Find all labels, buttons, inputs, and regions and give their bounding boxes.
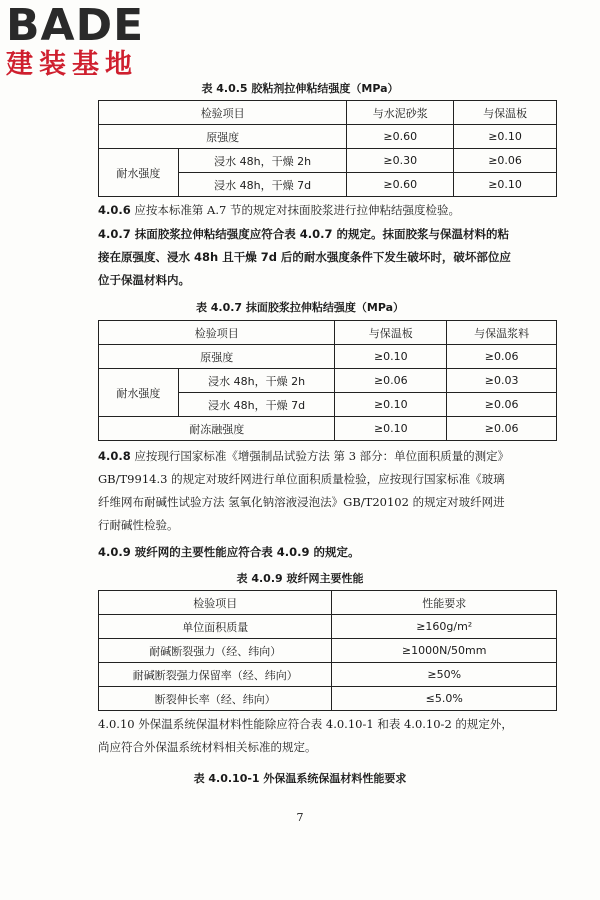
table-cell: 浸水 48h，干燥 2h (178, 149, 347, 173)
clause-text-line: 外保温系统保温材料性能除应符合表 4.0.10-1 和表 4.0.10-2 的规定外， (138, 717, 513, 731)
clause-text-line: 位于保温材料内。 (98, 273, 190, 287)
clause-text-line: 尚应符合外保温系统材料相关标准的规定。 (98, 740, 317, 754)
table-cell: ≥0.03 (447, 369, 557, 393)
table-header-cell: 与保温板 (335, 321, 447, 345)
logo-wordmark: BADE (6, 0, 145, 51)
clause-number: 4.0.10 (98, 717, 135, 731)
table-row (99, 417, 557, 441)
table-row (99, 125, 557, 149)
table-cell: 原强度 (99, 345, 335, 369)
table-cell: ≥0.06 (447, 417, 557, 441)
table-header-cell: 与保温板 (454, 101, 557, 125)
table-cell: ≥0.10 (335, 417, 447, 441)
table-cell: 耐碱断裂强力保留率（经、纬向） (99, 663, 332, 687)
table-header-cell: 性能要求 (332, 591, 557, 615)
logo (6, 0, 176, 80)
clause-text-line: GB/T9914.3 的规定对玻纤网进行单位面积质量检验，应按现行国家标准《玻璃 (98, 472, 505, 486)
table-cell: 原强度 (99, 125, 347, 149)
table-row (99, 345, 557, 369)
table-cell: 浸水 48h，干燥 7d (178, 173, 347, 197)
clause-text: 玻纤网的主要性能应符合表 4.0.9 的规定。 (134, 545, 360, 559)
table-cell: ≥0.10 (335, 393, 447, 417)
table-group-cell: 耐水强度 (99, 149, 179, 197)
table-cell: ≥50% (332, 663, 557, 687)
clause-4-0-10 (98, 713, 513, 759)
table-cell: 单位面积质量 (99, 615, 332, 639)
clause-4-0-8 (98, 445, 509, 537)
table-row (99, 639, 557, 663)
clause-4-0-6 (98, 199, 460, 222)
clause-text-line: 纤维网布耐碱性试验方法 氢氧化钠溶液浸泡法》GB/T20102 的规定对玻纤网进 (98, 495, 505, 509)
table-header-cell: 检验项目 (99, 101, 347, 125)
clause-number: 4.0.8 (98, 449, 131, 463)
clause-text-line: 接在原强度、浸水 48h 且干燥 7d 后的耐水强度条件下发生破坏时，破坏部位应 (98, 250, 511, 264)
table-cell: 浸水 48h，干燥 2h (178, 369, 335, 393)
table-row (99, 321, 557, 345)
table-4-0-7-caption: 表 4.0.7 抹面胶浆拉伸粘结强度（MPa） (195, 301, 405, 314)
table-cell: ≥0.30 (347, 149, 454, 173)
table-cell: 耐碱断裂强力（经、纬向） (99, 639, 332, 663)
clause-number: 4.0.7 (98, 227, 131, 241)
table-header-cell: 检验项目 (99, 591, 332, 615)
table-row (99, 615, 557, 639)
table-cell: ≥0.60 (347, 173, 454, 197)
table-cell: ≥0.10 (454, 125, 557, 149)
clause-number: 4.0.6 (98, 203, 131, 217)
clause-4-0-7 (98, 223, 511, 292)
page-number: 7 (296, 811, 304, 824)
table-row (99, 101, 557, 125)
table-row (99, 663, 557, 687)
table-cell: ≤5.0% (332, 687, 557, 711)
table-header-cell: 与水泥砂浆 (347, 101, 454, 125)
table-4-0-5-caption: 表 4.0.5 胶粘剂拉伸粘结强度（MPa） (201, 82, 399, 95)
table-cell: ≥1000N/50mm (332, 639, 557, 663)
table-group-cell: 耐水强度 (99, 369, 179, 417)
table-cell: 浸水 48h，干燥 7d (178, 393, 335, 417)
table-row (99, 369, 557, 393)
clause-number: 4.0.9 (98, 545, 131, 559)
table-header-cell: 与保温浆料 (447, 321, 557, 345)
table-cell: ≥0.06 (454, 149, 557, 173)
table-row (99, 687, 557, 711)
table-row (99, 591, 557, 615)
table-row (99, 149, 557, 173)
table-cell: ≥0.10 (335, 345, 447, 369)
table-cell: ≥0.60 (347, 125, 454, 149)
clause-4-0-9 (98, 541, 360, 564)
table-cell: ≥0.06 (447, 345, 557, 369)
table-4-0-7 (98, 320, 557, 441)
clause-text: 应按本标准第 A.7 节的规定对抹面胶浆进行拉伸粘结强度检验。 (134, 203, 460, 217)
table-cell: 耐冻融强度 (99, 417, 335, 441)
clause-text-line: 抹面胶浆拉伸粘结强度应符合表 4.0.7 的规定。抹面胶浆与保温材料的粘 (134, 227, 510, 241)
table-header-cell: 检验项目 (99, 321, 335, 345)
logo-subtitle: 建装基地 (6, 49, 138, 80)
clause-text-line: 行耐碱性检验。 (98, 518, 179, 532)
table-cell: ≥0.10 (454, 173, 557, 197)
table-cell: ≥0.06 (335, 369, 447, 393)
clause-text-line: 应按现行国家标准《增强制品试验方法 第 3 部分：单位面积质量的测定》 (134, 449, 510, 463)
table-4-0-5 (98, 100, 557, 197)
table-cell: ≥0.06 (447, 393, 557, 417)
table-4-0-9-caption: 表 4.0.9 玻纤网主要性能 (236, 572, 364, 585)
table-4-0-9 (98, 590, 557, 711)
table-4-0-10-1-caption: 表 4.0.10-1 外保温系统保温材料性能要求 (193, 772, 407, 785)
table-cell: ≥160g/m² (332, 615, 557, 639)
table-cell: 断裂伸长率（经、纬向） (99, 687, 332, 711)
